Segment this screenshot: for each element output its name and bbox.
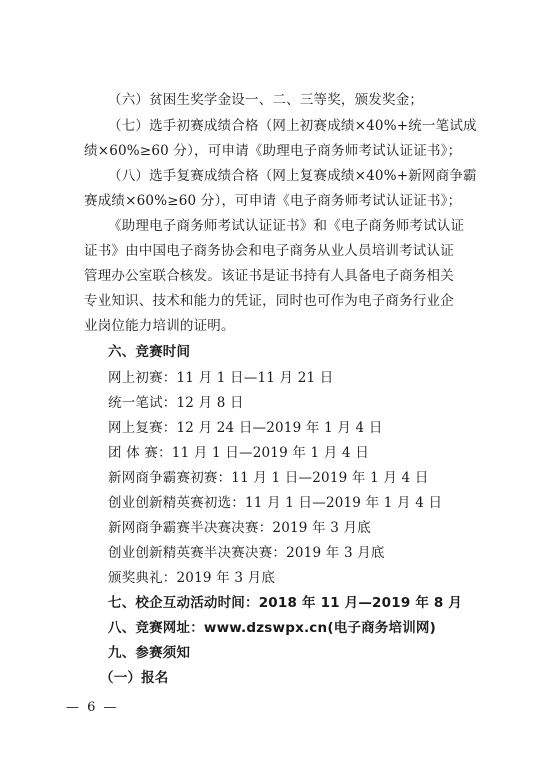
paragraph-certificate-line4: 专业知识、技术和能力的凭证，同时也可作为电子商务行业企 bbox=[84, 293, 454, 309]
schedule-item: 网上初赛：11 月 1 日—11 月 21 日 bbox=[108, 370, 334, 386]
schedule-item: 统一笔试：12 月 8 日 bbox=[108, 395, 244, 411]
paragraph-prize-7-line1: （七）选手初赛成绩合格（网上初赛成绩×40%+统一笔试成 bbox=[108, 118, 477, 134]
paragraph-prize-8-line1: （八）选手复赛成绩合格（网上复赛成绩×40%+新网商争霸 bbox=[108, 168, 477, 184]
schedule-item: 新网商争霸赛半决赛决赛：2019 年 3 月底 bbox=[108, 520, 371, 536]
paragraph-prize-7-line2: 绩×60%≥60 分），可申请《助理电子商务师考试认证证书》； bbox=[84, 143, 462, 159]
schedule-item: 创业创新精英赛初选：11 月 1 日—2019 年 1 月 4 日 bbox=[108, 495, 443, 511]
paragraph-certificate-line2: 证书》由中国电子商务协会和电子商务从业人员培训考试认证 bbox=[84, 243, 454, 259]
schedule-item: 团 体 赛：11 月 1 日—2019 年 1 月 4 日 bbox=[108, 445, 370, 461]
paragraph-certificate-line3: 管理办公室联合核发。该证书是证书持有人具备电子商务相关 bbox=[84, 268, 454, 284]
schedule-item: 颁奖典礼：2019 年 3 月底 bbox=[108, 570, 276, 586]
section-heading-activity-time: 七、校企互动活动时间：2018 年 11 月—2019 年 8 月 bbox=[108, 595, 463, 611]
section-heading-competition-time: 六、竞赛时间 bbox=[108, 344, 191, 360]
paragraph-certificate-line1: 《助理电子商务师考试认证证书》和《电子商务师考试认证 bbox=[108, 218, 465, 234]
section-heading-website: 八、竞赛网址：www.dzswpx.cn(电子商务培训网) bbox=[108, 620, 436, 636]
page-number: — 6 — bbox=[66, 700, 119, 715]
schedule-item: 网上复赛：12 月 24 日—2019 年 1 月 4 日 bbox=[108, 420, 383, 436]
schedule-item: 新网商争霸赛初赛：11 月 1 日—2019 年 1 月 4 日 bbox=[108, 470, 429, 486]
paragraph-prize-6: （六）贫困生奖学金设一、二、三等奖，颁发奖金； bbox=[108, 92, 424, 108]
section-heading-notice: 九、参赛须知 bbox=[108, 645, 191, 661]
paragraph-prize-8-line2: 赛成绩×60%≥60 分），可申请《电子商务师考试认证证书》； bbox=[84, 193, 462, 209]
subsection-heading-registration: （一）报名 bbox=[100, 670, 169, 686]
paragraph-certificate-line5: 业岗位能力培训的证明。 bbox=[84, 318, 235, 334]
schedule-item: 创业创新精英赛半决赛决赛：2019 年 3 月底 bbox=[108, 545, 385, 561]
